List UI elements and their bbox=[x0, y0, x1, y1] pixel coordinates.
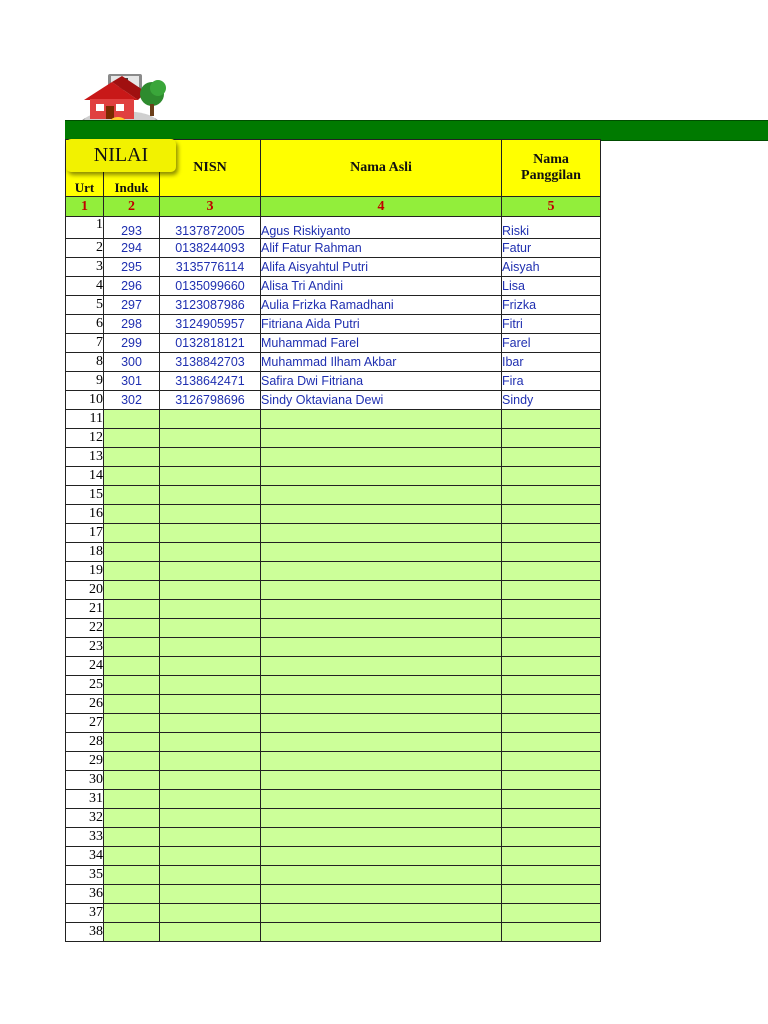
row-number: 30 bbox=[66, 771, 104, 790]
row-number: 27 bbox=[66, 714, 104, 733]
cell-nama-panggilan[interactable] bbox=[502, 714, 601, 733]
nilai-button[interactable]: NILAI bbox=[66, 139, 176, 172]
table-row bbox=[66, 277, 601, 296]
header-induk: Induk bbox=[104, 140, 160, 197]
table-row bbox=[66, 372, 601, 391]
cell-nisn[interactable]: 0138244093 bbox=[160, 239, 261, 258]
cell-induk[interactable] bbox=[104, 790, 160, 809]
cell-nama-asli[interactable] bbox=[261, 809, 502, 828]
table-row bbox=[66, 391, 601, 410]
row-number: 23 bbox=[66, 638, 104, 657]
cell-nama-asli[interactable] bbox=[261, 847, 502, 866]
header-nama-panggilan-line1: Nama bbox=[533, 152, 569, 167]
table-row bbox=[66, 524, 601, 543]
cell-induk[interactable]: 300 bbox=[104, 353, 160, 372]
row-number: 35 bbox=[66, 866, 104, 885]
cell-induk[interactable] bbox=[104, 866, 160, 885]
cell-nisn[interactable] bbox=[160, 733, 261, 752]
cell-nama-panggilan[interactable] bbox=[502, 429, 601, 448]
cell-induk[interactable] bbox=[104, 885, 160, 904]
cell-nama-asli[interactable]: Muhammad Ilham Akbar bbox=[261, 353, 502, 372]
cell-nama-asli[interactable]: Aulia Frizka Ramadhani bbox=[261, 296, 502, 315]
cell-nama-asli[interactable] bbox=[261, 695, 502, 714]
cell-nisn[interactable] bbox=[160, 771, 261, 790]
cell-induk[interactable] bbox=[104, 695, 160, 714]
table-row bbox=[66, 258, 601, 277]
column-number-row bbox=[66, 197, 601, 217]
cell-nisn[interactable]: 0135099660 bbox=[160, 277, 261, 296]
cell-nama-panggilan[interactable] bbox=[502, 505, 601, 524]
cell-nisn[interactable] bbox=[160, 714, 261, 733]
cell-induk[interactable] bbox=[104, 581, 160, 600]
cell-nama-asli[interactable]: Sindy Oktaviana Dewi bbox=[261, 391, 502, 410]
table-row bbox=[66, 923, 601, 942]
row-number: 13 bbox=[66, 448, 104, 467]
table-row bbox=[66, 353, 601, 372]
row-number: 5 bbox=[66, 296, 104, 315]
cell-induk[interactable] bbox=[104, 752, 160, 771]
cell-nama-panggilan[interactable] bbox=[502, 638, 601, 657]
cell-nama-asli[interactable] bbox=[261, 828, 502, 847]
cell-nama-asli[interactable] bbox=[261, 885, 502, 904]
cell-nama-asli[interactable] bbox=[261, 714, 502, 733]
cell-nisn[interactable] bbox=[160, 828, 261, 847]
cell-nama-panggilan[interactable] bbox=[502, 448, 601, 467]
cell-nisn[interactable] bbox=[160, 866, 261, 885]
cell-nama-asli[interactable] bbox=[261, 923, 502, 942]
cell-nama-panggilan[interactable] bbox=[502, 562, 601, 581]
cell-nama-panggilan[interactable]: Fira bbox=[502, 372, 601, 391]
cell-nama-panggilan[interactable]: Ibar bbox=[502, 353, 601, 372]
row-number: 33 bbox=[66, 828, 104, 847]
cell-nama-panggilan[interactable] bbox=[502, 828, 601, 847]
cell-induk[interactable] bbox=[104, 828, 160, 847]
cell-nama-panggilan[interactable]: Fatur bbox=[502, 239, 601, 258]
cell-nama-panggilan[interactable]: Lisa bbox=[502, 277, 601, 296]
cell-induk[interactable]: 295 bbox=[104, 258, 160, 277]
cell-induk[interactable] bbox=[104, 714, 160, 733]
table-row bbox=[66, 714, 601, 733]
cell-nisn[interactable] bbox=[160, 676, 261, 695]
cell-induk[interactable] bbox=[104, 771, 160, 790]
table-row bbox=[66, 239, 601, 258]
cell-induk[interactable]: 302 bbox=[104, 391, 160, 410]
cell-nisn[interactable]: 3123087986 bbox=[160, 296, 261, 315]
table-row bbox=[66, 676, 601, 695]
cell-nama-panggilan[interactable] bbox=[502, 600, 601, 619]
row-number: 7 bbox=[66, 334, 104, 353]
row-number: 32 bbox=[66, 809, 104, 828]
cell-nama-asli[interactable] bbox=[261, 505, 502, 524]
row-number: 21 bbox=[66, 600, 104, 619]
row-number: 4 bbox=[66, 277, 104, 296]
cell-nama-asli[interactable] bbox=[261, 410, 502, 429]
cell-nisn[interactable]: 3138642471 bbox=[160, 372, 261, 391]
cell-nisn[interactable] bbox=[160, 543, 261, 562]
row-number: 38 bbox=[66, 923, 104, 942]
cell-nama-asli[interactable] bbox=[261, 752, 502, 771]
row-number: 18 bbox=[66, 543, 104, 562]
cell-nama-asli[interactable] bbox=[261, 429, 502, 448]
cell-nama-asli[interactable]: Muhammad Farel bbox=[261, 334, 502, 353]
cell-nama-panggilan[interactable] bbox=[502, 847, 601, 866]
row-number: 12 bbox=[66, 429, 104, 448]
column-number: 3 bbox=[160, 197, 261, 217]
cell-nisn[interactable] bbox=[160, 619, 261, 638]
cell-induk[interactable] bbox=[104, 486, 160, 505]
cell-nisn[interactable] bbox=[160, 904, 261, 923]
cell-nisn[interactable] bbox=[160, 847, 261, 866]
cell-nisn[interactable]: 3137872005 bbox=[160, 217, 261, 239]
cell-induk[interactable]: 301 bbox=[104, 372, 160, 391]
cell-nama-panggilan[interactable]: Aisyah bbox=[502, 258, 601, 277]
row-number: 14 bbox=[66, 467, 104, 486]
table-row bbox=[66, 505, 601, 524]
cell-nisn[interactable] bbox=[160, 562, 261, 581]
cell-nama-panggilan[interactable] bbox=[502, 543, 601, 562]
cell-nama-panggilan[interactable] bbox=[502, 486, 601, 505]
table-row bbox=[66, 334, 601, 353]
cell-nisn[interactable] bbox=[160, 581, 261, 600]
row-number: 16 bbox=[66, 505, 104, 524]
table-row bbox=[66, 771, 601, 790]
row-number: 25 bbox=[66, 676, 104, 695]
table-row bbox=[66, 543, 601, 562]
row-number: 24 bbox=[66, 657, 104, 676]
cell-nama-asli[interactable] bbox=[261, 467, 502, 486]
row-number: 34 bbox=[66, 847, 104, 866]
cell-induk[interactable]: 299 bbox=[104, 334, 160, 353]
cell-nama-panggilan[interactable] bbox=[502, 885, 601, 904]
cell-nisn[interactable] bbox=[160, 790, 261, 809]
table-row bbox=[66, 600, 601, 619]
cell-induk[interactable] bbox=[104, 638, 160, 657]
row-number: 15 bbox=[66, 486, 104, 505]
cell-induk[interactable] bbox=[104, 847, 160, 866]
table-row bbox=[66, 904, 601, 923]
row-number: 28 bbox=[66, 733, 104, 752]
table-row bbox=[66, 619, 601, 638]
row-number: 19 bbox=[66, 562, 104, 581]
cell-induk[interactable] bbox=[104, 733, 160, 752]
row-number: 9 bbox=[66, 372, 104, 391]
row-number: 36 bbox=[66, 885, 104, 904]
cell-nama-panggilan[interactable] bbox=[502, 524, 601, 543]
cell-nama-panggilan[interactable] bbox=[502, 809, 601, 828]
cell-induk[interactable] bbox=[104, 429, 160, 448]
cell-nisn[interactable]: 3126798696 bbox=[160, 391, 261, 410]
row-number: 2 bbox=[66, 239, 104, 258]
cell-nisn[interactable] bbox=[160, 695, 261, 714]
header-urt: Urt bbox=[66, 140, 104, 197]
row-number: 8 bbox=[66, 353, 104, 372]
cell-nama-asli[interactable] bbox=[261, 657, 502, 676]
cell-nisn[interactable] bbox=[160, 505, 261, 524]
cell-induk[interactable] bbox=[104, 657, 160, 676]
header-nama-panggilan bbox=[502, 140, 601, 197]
cell-nisn[interactable] bbox=[160, 752, 261, 771]
cell-nama-asli[interactable] bbox=[261, 486, 502, 505]
table-row bbox=[66, 581, 601, 600]
cell-nama-asli[interactable]: Agus Riskiyanto bbox=[261, 217, 502, 239]
table-row bbox=[66, 562, 601, 581]
cell-nisn[interactable]: 0132818121 bbox=[160, 334, 261, 353]
cell-nama-asli[interactable] bbox=[261, 562, 502, 581]
cell-nama-asli[interactable] bbox=[261, 448, 502, 467]
cell-nama-asli[interactable] bbox=[261, 524, 502, 543]
cell-induk[interactable] bbox=[104, 524, 160, 543]
table-row bbox=[66, 695, 601, 714]
cell-nisn[interactable] bbox=[160, 657, 261, 676]
column-number: 1 bbox=[66, 197, 104, 217]
table-row bbox=[66, 296, 601, 315]
table-row bbox=[66, 847, 601, 866]
cell-nama-panggilan[interactable] bbox=[502, 467, 601, 486]
header-nisn: NISN bbox=[160, 140, 261, 197]
cell-nisn[interactable]: 3124905957 bbox=[160, 315, 261, 334]
cell-nama-panggilan[interactable]: Fitri bbox=[502, 315, 601, 334]
table-row bbox=[66, 885, 601, 904]
cell-nisn[interactable] bbox=[160, 923, 261, 942]
cell-nama-panggilan[interactable]: Farel bbox=[502, 334, 601, 353]
cell-nama-asli[interactable] bbox=[261, 733, 502, 752]
cell-induk[interactable] bbox=[104, 562, 160, 581]
cell-nisn[interactable] bbox=[160, 486, 261, 505]
cell-nama-asli[interactable] bbox=[261, 866, 502, 885]
cell-nama-asli[interactable] bbox=[261, 790, 502, 809]
cell-nama-panggilan[interactable] bbox=[502, 410, 601, 429]
cell-nama-panggilan[interactable] bbox=[502, 581, 601, 600]
table-row bbox=[66, 733, 601, 752]
row-number: 6 bbox=[66, 315, 104, 334]
cell-induk[interactable] bbox=[104, 676, 160, 695]
table-row bbox=[66, 866, 601, 885]
cell-nama-panggilan[interactable] bbox=[502, 657, 601, 676]
cell-nama-asli[interactable] bbox=[261, 904, 502, 923]
column-number: 4 bbox=[261, 197, 502, 217]
cell-nisn[interactable] bbox=[160, 448, 261, 467]
row-number: 10 bbox=[66, 391, 104, 410]
cell-nama-panggilan[interactable]: Riski bbox=[502, 217, 601, 239]
cell-nama-asli[interactable] bbox=[261, 771, 502, 790]
cell-nama-panggilan[interactable] bbox=[502, 695, 601, 714]
table-row bbox=[66, 828, 601, 847]
cell-nama-asli[interactable] bbox=[261, 581, 502, 600]
cell-induk[interactable]: 294 bbox=[104, 239, 160, 258]
cell-nisn[interactable] bbox=[160, 429, 261, 448]
table-row bbox=[66, 657, 601, 676]
cell-nama-asli[interactable]: Safira Dwi Fitriana bbox=[261, 372, 502, 391]
cell-nama-panggilan[interactable] bbox=[502, 676, 601, 695]
cell-induk[interactable]: 296 bbox=[104, 277, 160, 296]
table-row bbox=[66, 809, 601, 828]
cell-nisn[interactable]: 3138842703 bbox=[160, 353, 261, 372]
table-row bbox=[66, 790, 601, 809]
cell-induk[interactable] bbox=[104, 543, 160, 562]
cell-nama-panggilan[interactable]: Frizka bbox=[502, 296, 601, 315]
cell-nama-asli[interactable] bbox=[261, 638, 502, 657]
header-green-bar bbox=[65, 120, 768, 141]
cell-nama-asli[interactable] bbox=[261, 600, 502, 619]
cell-nama-panggilan[interactable] bbox=[502, 733, 601, 752]
cell-nama-asli[interactable] bbox=[261, 676, 502, 695]
cell-induk[interactable] bbox=[104, 448, 160, 467]
column-number: 5 bbox=[502, 197, 601, 217]
cell-nama-panggilan[interactable] bbox=[502, 752, 601, 771]
cell-nama-panggilan[interactable] bbox=[502, 771, 601, 790]
row-number: 29 bbox=[66, 752, 104, 771]
row-number: 37 bbox=[66, 904, 104, 923]
table-row bbox=[66, 217, 601, 239]
cell-nisn[interactable] bbox=[160, 809, 261, 828]
table-row bbox=[66, 752, 601, 771]
student-table bbox=[65, 139, 601, 942]
cell-induk[interactable] bbox=[104, 923, 160, 942]
cell-nama-panggilan[interactable]: Sindy bbox=[502, 391, 601, 410]
cell-nama-asli[interactable]: Alifa Aisyahtul Putri bbox=[261, 258, 502, 277]
cell-induk[interactable] bbox=[104, 600, 160, 619]
cell-induk[interactable] bbox=[104, 904, 160, 923]
cell-induk[interactable]: 293 bbox=[104, 217, 160, 239]
column-number: 2 bbox=[104, 197, 160, 217]
header-nama-asli: Nama Asli bbox=[261, 140, 502, 197]
table-row bbox=[66, 410, 601, 429]
row-number: 17 bbox=[66, 524, 104, 543]
cell-induk[interactable] bbox=[104, 467, 160, 486]
cell-nisn[interactable] bbox=[160, 524, 261, 543]
cell-nisn[interactable]: 3135776114 bbox=[160, 258, 261, 277]
cell-nama-asli[interactable] bbox=[261, 543, 502, 562]
table-row bbox=[66, 467, 601, 486]
cell-induk[interactable] bbox=[104, 410, 160, 429]
cell-nama-asli[interactable]: Fitriana Aida Putri bbox=[261, 315, 502, 334]
row-number: 22 bbox=[66, 619, 104, 638]
cell-nisn[interactable] bbox=[160, 638, 261, 657]
cell-nama-asli[interactable]: Alif Fatur Rahman bbox=[261, 239, 502, 258]
table-row bbox=[66, 315, 601, 334]
table-row bbox=[66, 486, 601, 505]
cell-nama-panggilan[interactable] bbox=[502, 619, 601, 638]
cell-nisn[interactable] bbox=[160, 885, 261, 904]
row-number: 31 bbox=[66, 790, 104, 809]
row-number: 20 bbox=[66, 581, 104, 600]
cell-nama-panggilan[interactable] bbox=[502, 904, 601, 923]
row-number: 11 bbox=[66, 410, 104, 429]
cell-nama-panggilan[interactable] bbox=[502, 790, 601, 809]
cell-induk[interactable] bbox=[104, 619, 160, 638]
table-row bbox=[66, 638, 601, 657]
row-number: 1 bbox=[66, 217, 104, 239]
cell-induk[interactable]: 298 bbox=[104, 315, 160, 334]
cell-induk[interactable] bbox=[104, 505, 160, 524]
cell-nama-asli[interactable]: Alisa Tri Andini bbox=[261, 277, 502, 296]
cell-nisn[interactable] bbox=[160, 600, 261, 619]
cell-nama-panggilan[interactable] bbox=[502, 923, 601, 942]
cell-nisn[interactable] bbox=[160, 467, 261, 486]
row-number: 3 bbox=[66, 258, 104, 277]
header-nama-panggilan-line2: Panggilan bbox=[521, 168, 581, 183]
row-number: 26 bbox=[66, 695, 104, 714]
table-row bbox=[66, 429, 601, 448]
table-row bbox=[66, 448, 601, 467]
cell-nisn[interactable] bbox=[160, 410, 261, 429]
cell-induk[interactable] bbox=[104, 809, 160, 828]
cell-nama-asli[interactable] bbox=[261, 619, 502, 638]
cell-nama-panggilan[interactable] bbox=[502, 866, 601, 885]
cell-induk[interactable]: 297 bbox=[104, 296, 160, 315]
